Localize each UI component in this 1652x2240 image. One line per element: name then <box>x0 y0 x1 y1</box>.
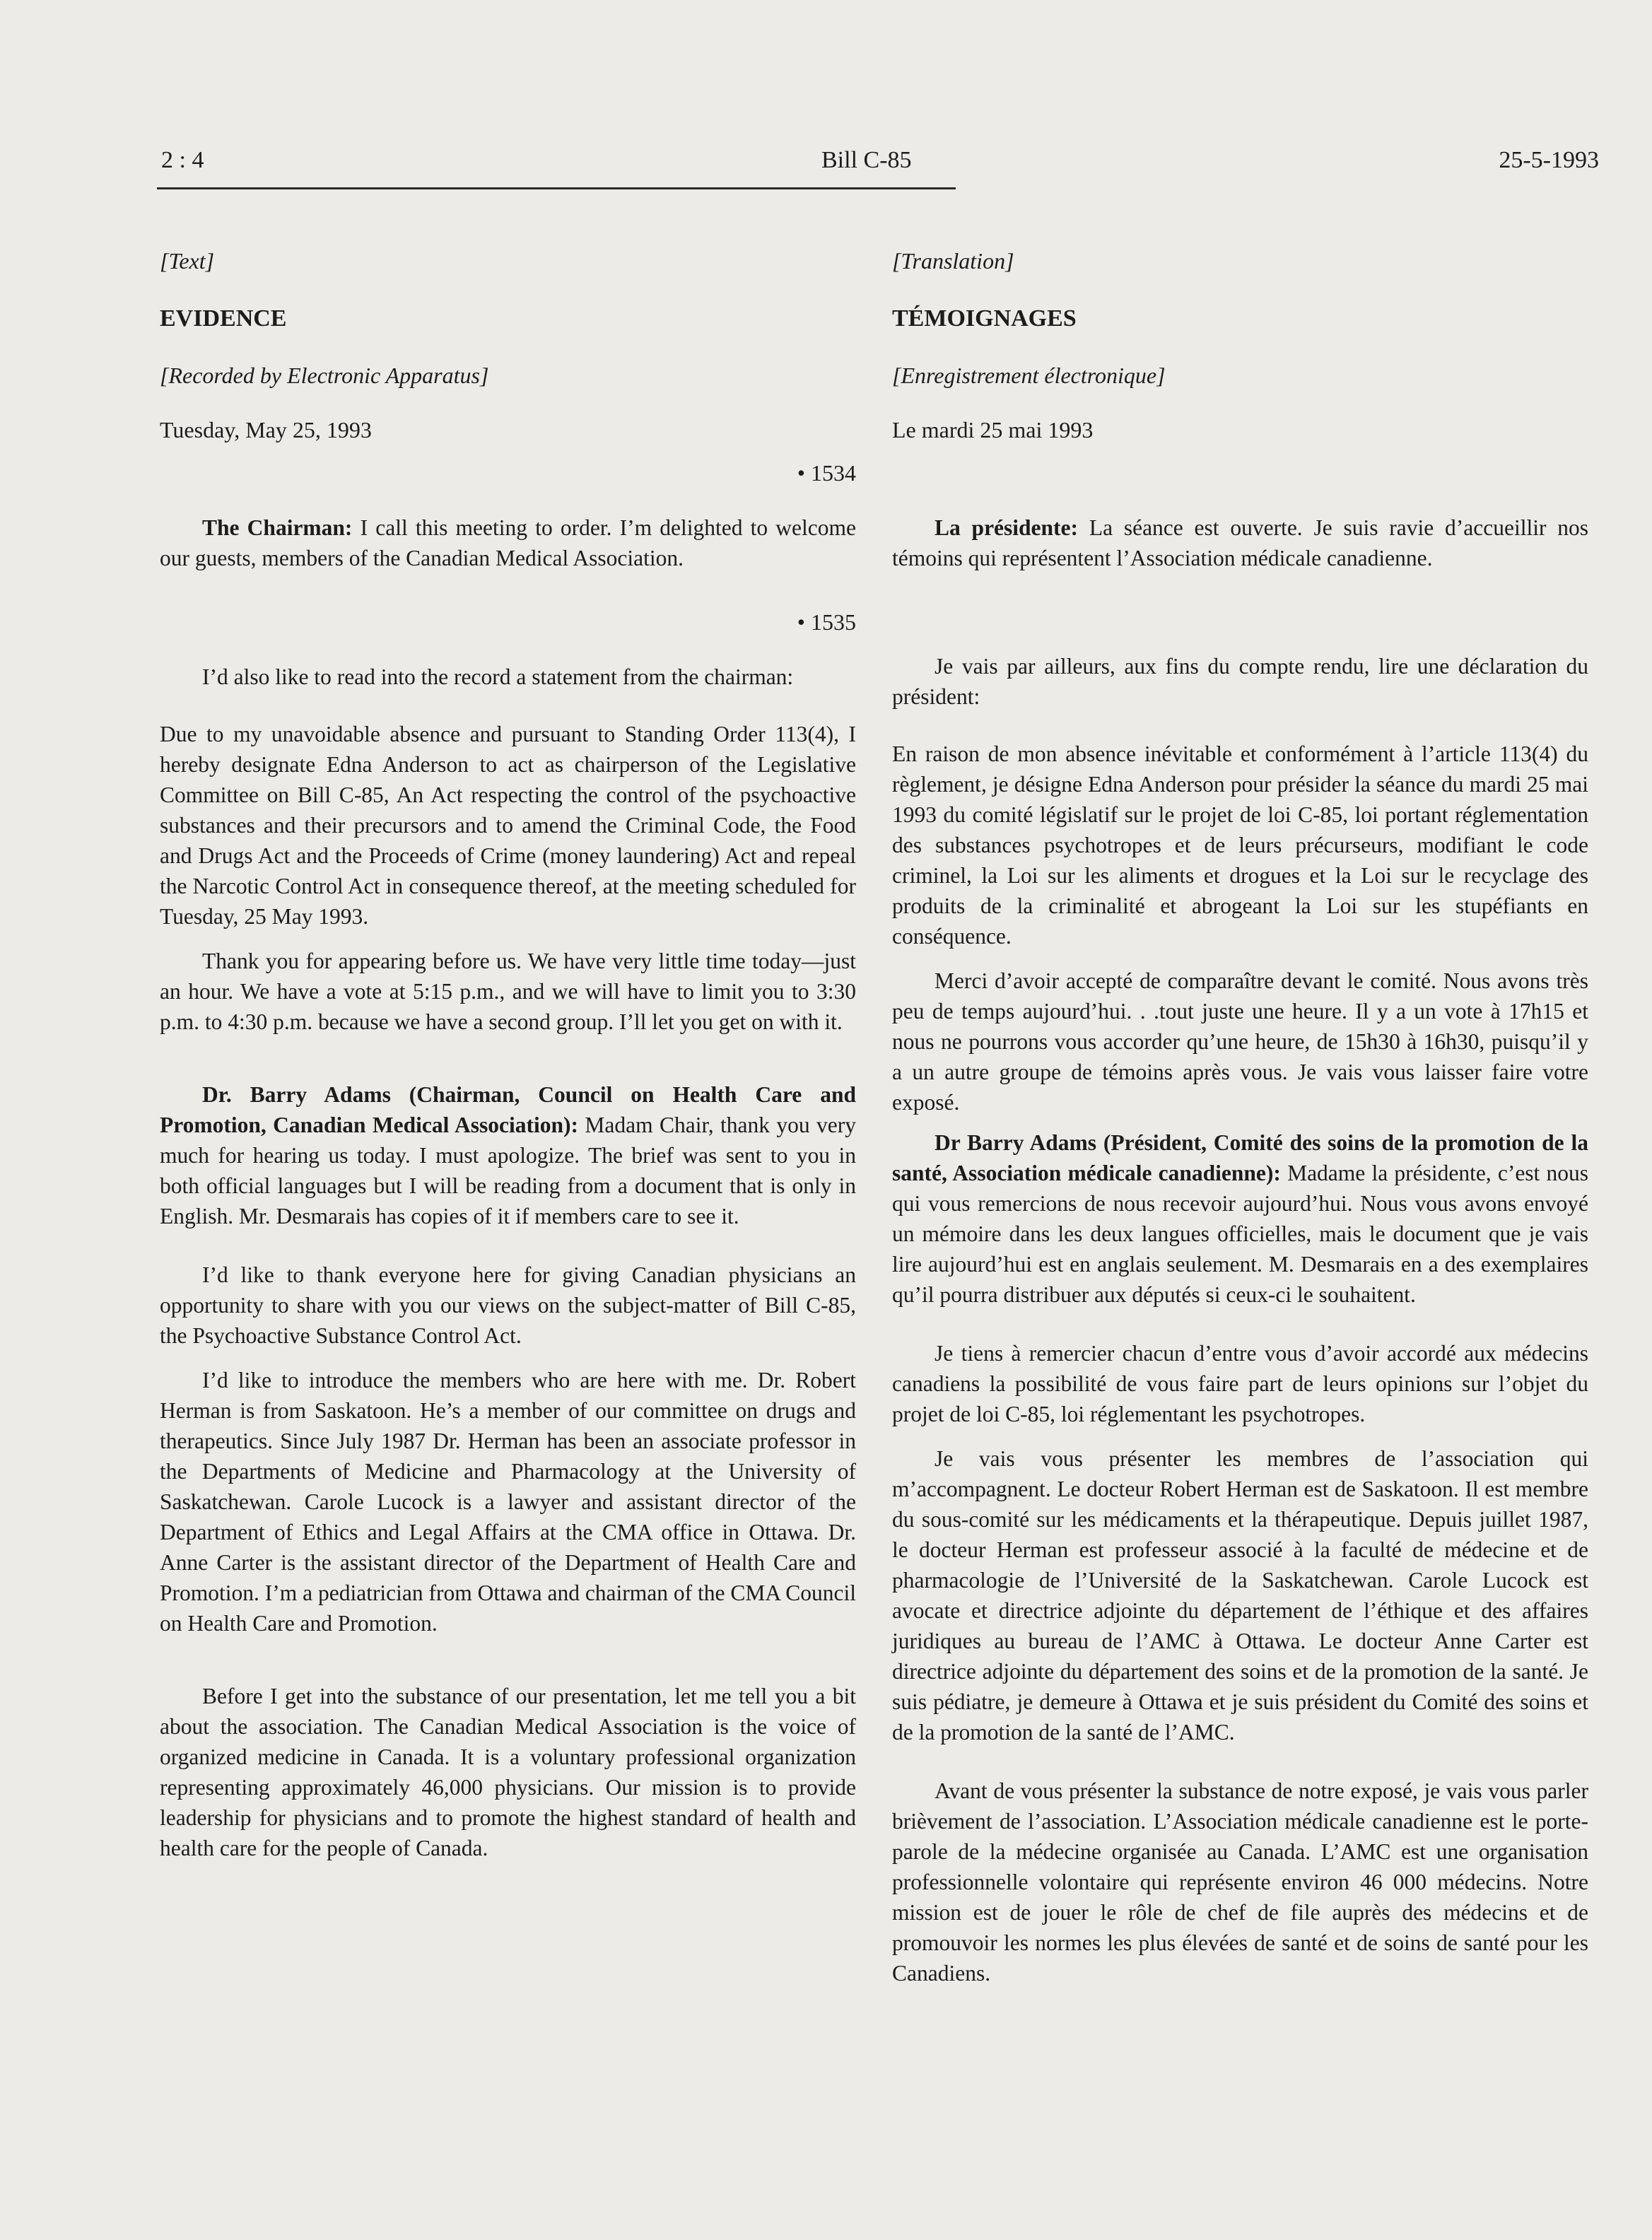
paragraph-association: Avant de vous présenter la substance de notre exposé, je vais vous parler brièvement de l’association. L’Association médicale canadienne est le porte-parole de la médecine organisée au Canada. L’AMC est une organisation professionnelle volontaire qui représente environ 46 000 médecins. Notre mission est de jouer le rôle de chef de file auprès des médecins et de promouvoir les normes les plus élevées de santé et de soins de santé pour les Canadiens. <box>892 1778 1588 1986</box>
meeting-date: Tuesday, May 25, 1993 <box>160 417 372 442</box>
english-column <box>160 239 856 1863</box>
section-heading: TÉMOIGNAGES <box>892 305 1077 332</box>
speaker-name: The Chairman: <box>202 515 353 540</box>
paragraph-thank-everyone: Je tiens à remercier chacun d’entre vous d’avoir accordé aux médecins canadiens la possibilité de vous faire part de leurs opinions sur l’objet du projet de loi C-85, loi réglementant les psychotropes. <box>892 1341 1588 1426</box>
translation-marker: [Translation] <box>892 248 1014 274</box>
page-header <box>157 147 1599 189</box>
speaker-name: Dr Barry Adams (Président, Comité des soins de la promotion de la santé, Association médicale canadienne): <box>892 1130 1588 1185</box>
time-marker: • 1535 <box>797 609 856 635</box>
meeting-date: Le mardi 25 mai 1993 <box>892 417 1094 442</box>
header-rule <box>157 187 956 189</box>
paragraph-statement: Due to my unavoidable absence and pursuant to Standing Order 113(4), I hereby designate Edna Anderson to act as chairperson of the Legislative Committee on Bill C-85, An Act respecting the control of the psychoactive substances and their precursors and to amend the Criminal Code, the Food and Drugs Act and the Proceeds of Crime (money laundering) Act and repeal the Narcotic Control Act in consequence thereof, at the meeting scheduled for Tuesday, 25 May 1993. <box>160 722 856 929</box>
paragraph-adams-opening <box>160 1079 856 1231</box>
recording-note: [Recorded by Electronic Apparatus] <box>160 363 489 388</box>
speaker-name: Dr. Barry Adams (Chairman, Council on Health Care and Promotion, Canadian Medical Association): <box>160 1082 856 1137</box>
recording-note: [Enregistrement électronique] <box>892 363 1166 388</box>
paragraph-chairman-opening <box>160 512 856 573</box>
paragraph-chairman-opening <box>892 512 1588 573</box>
speech-text: Madam Chair, thank you very much for hearing us today. I must apologize. The brief was sent to you in both official languages but I will be reading from a document that is only in English. Mr. Desmarais has copies of it if members care to see it. <box>160 1113 856 1229</box>
speech-text: La séance est ouverte. Je suis ravie d’accueillir nos témoins qui représentent l’Association médicale canadienne. <box>892 515 1589 570</box>
speech-text: I call this meeting to order. I’m delighted to welcome our guests, members of the Canadian Medical Association. <box>160 515 857 570</box>
paragraph-introductions: I’d like to introduce the members who are here with me. Dr. Robert Herman is from Saskatoon. He’s a member of our committee on drugs and therapeutics. Since July 1987 Dr. Herman has been an associate professor in the Departments of Medicine and Pharmacology at the University of Saskatchewan. Carole Lucock is a lawyer and assistant director of the Department of Ethics and Legal Affairs at the CMA office in Ottawa. Dr. Anne Carter is the assistant director of the Department of Health Care and Promotion. I’m a pediatrician from Ottawa and chairman of the CMA Council on Health Care and Promotion. <box>160 1368 857 1636</box>
section-heading: EVIDENCE <box>160 305 287 332</box>
french-column <box>892 239 1588 1988</box>
paragraph-statement: En raison de mon absence inévitable et conformément à l’article 113(4) du règlement, je désigne Edna Anderson pour présider la séance du mardi 25 mai 1993 du comité législatif sur le projet de loi C-85, loi portant réglementation des substances psychotropes et de leurs précurseurs, modifiant le code criminel, la Loi sur les aliments et drogues et la Loi sur le recyclage des produits de la criminalité et abrogeant la Loi sur les stupéfiants en conséquence. <box>892 741 1588 949</box>
paragraph-thank-everyone: I’d like to thank everyone here for giving Canadian physicians an opportunity to share with you our views on the subject-matter of Bill C-85, the Psychoactive Substance Control Act. <box>160 1262 856 1348</box>
header-date: 25-5-1993 <box>1499 147 1599 173</box>
paragraph-statement-intro: Je vais par ailleurs, aux fins du compte rendu, lire une déclaration du président: <box>892 654 1588 709</box>
paragraph-thanks: Thank you for appearing before us. We have very little time today—just an hour. We have a vote at 5:15 p.m., and we will have to limit you to 3:30 p.m. to 4:30 p.m. because we have a second group. I’ll let you get on with it. <box>160 949 856 1034</box>
text-marker: [Text] <box>160 248 215 274</box>
page-reference: 2 : 4 <box>161 147 204 173</box>
bill-title: Bill C-85 <box>821 147 912 173</box>
paragraph-thanks: Merci d’avoir accepté de comparaître devant le comité. Nous avons très peu de temps aujourd’hui. . .tout juste une heure. Il y a un vote à 17h15 et nous ne pourrons vous accorder qu’une heure, de 15h30 à 16h30, puisqu’il y a un autre groupe de témoins après vous. Je vais vous laisser faire votre exposé. <box>892 968 1588 1115</box>
paragraph-statement-intro: I’d also like to read into the record a statement from the chairman: <box>202 664 794 689</box>
paragraph-introductions: Je vais vous présenter les membres de l’association qui m’accompagnent. Le docteur Robert Herman est de Saskatoon. Il est membre du sous-comité sur les médicaments et la thérapeutique. Depuis juillet 1987, le docteur Herman est professeur associé à la faculté de médecine et de pharmacologie de l’Université de la Saskatchewan. Carole Lucock est avocate et directrice adjointe du département de l’éthique et des affaires juridiques au bureau de l’AMC à Ottawa. Le docteur Anne Carter est directrice adjointe du département des soins et de la promotion de la santé. Je suis pédiatre, je demeure à Ottawa et je suis président du Comité des soins et de la promotion de la santé de l’AMC. <box>892 1446 1588 1744</box>
paragraph-adams-opening <box>892 1127 1588 1310</box>
time-marker: • 1534 <box>797 460 856 486</box>
paragraph-association: Before I get into the substance of our presentation, let me tell you a bit about the association. The Canadian Medical Association is the voice of organized medicine in Canada. It is a voluntary professional organization representing approximately 46,000 physicians. Our mission is to provide leadership for physicians and to promote the highest standard of health and health care for the people of Canada. <box>160 1684 856 1860</box>
speaker-name: La présidente: <box>935 515 1079 540</box>
speech-text: Madame la présidente, c’est nous qui vous remercions de nous recevoir aujourd’hui. Nous vous avons envoyé un mémoire dans les deux langues officielles, mais le document que je vais lire aujourd’hui est en anglais seulement. M. Desmarais en a des exemplaires qu’il pourra distribuer aux députés si ceux-ci le souhaitent. <box>892 1161 1588 1307</box>
